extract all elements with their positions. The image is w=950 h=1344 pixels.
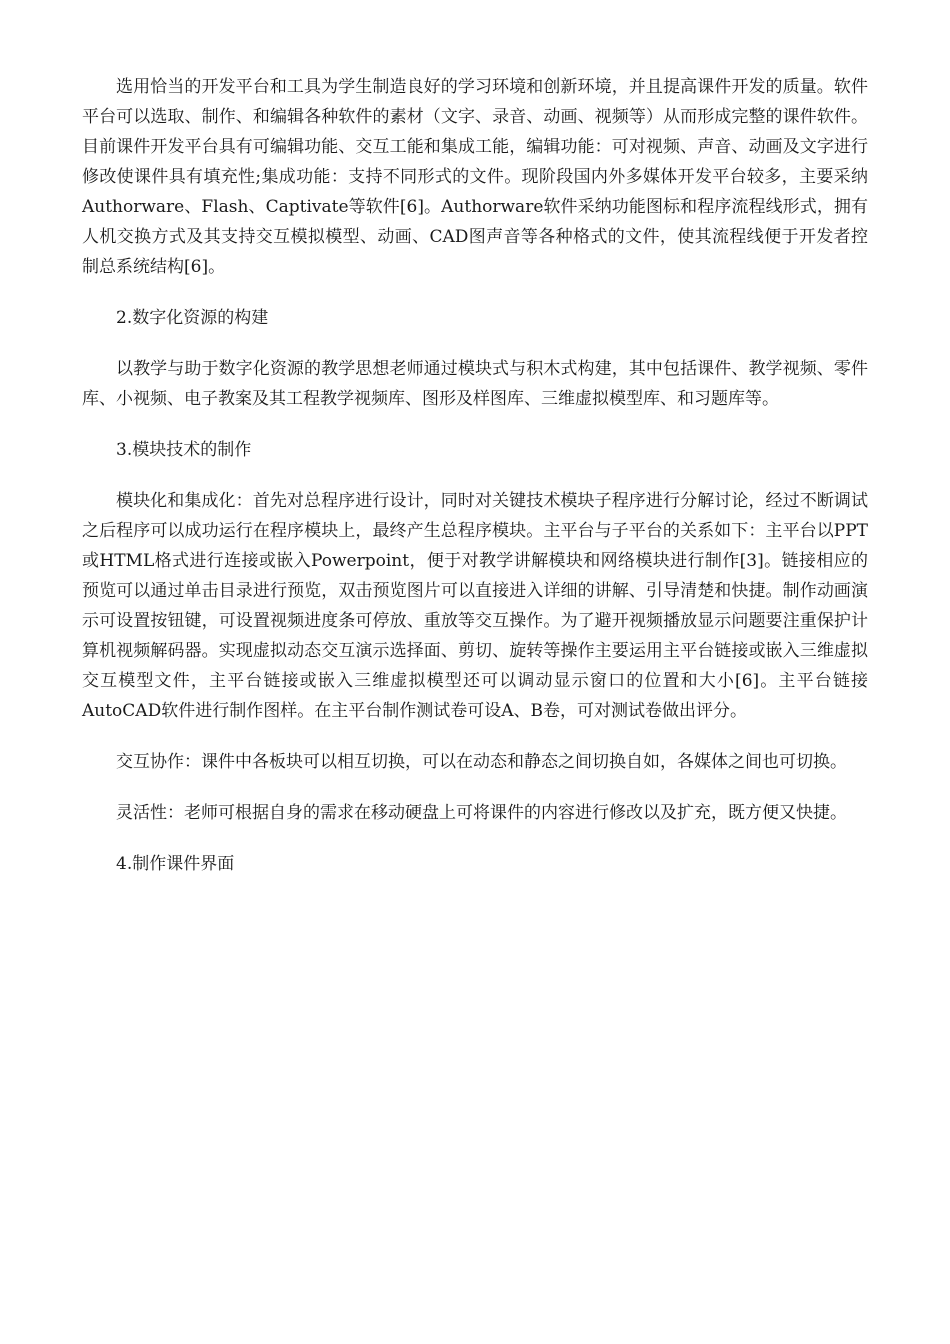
section-heading-courseware-interface: 4.制作课件界面 <box>116 854 235 874</box>
section-heading-digital-resources: 2.数字化资源的构建 <box>116 308 269 328</box>
document-page <box>82 72 868 900</box>
paragraph-flexibility: 灵活性：老师可根据自身的需求在移动硬盘上可将课件的内容进行修改以及扩充，既方便又快捷。 <box>116 803 847 823</box>
paragraph-modularization: 模块化和集成化：首先对总程序进行设计，同时对关键技术模块子程序进行分解讨论，经过不断调试之后程序可以成功运行在程序模块上，最终产生总程序模块。主平台与子平台的关系如下：主平台以PPT或HTML格式进行连接或嵌入Powerpoint，便于对教学讲解模块和网络模块进行制作[3]。链接相应的预览可以通过单击目录进行预览，双击预览图片可以直接进入详细的讲解、引导清楚和快捷。制作动画演示可设置按钮键，可设置视频进度条可停放、重放等交互操作。为了避开视频播放显示问题要注重保护计算机视频解码器。实现虚拟动态交互演示选择面、剪切、旋转等操作主要运用主平台链接或嵌入三维虚拟交互模型文件，主平台链接或嵌入三维虚拟模型还可以调动显示窗口的位置和大小[6]。主平台链接AutoCAD软件进行制作图样。在主平台制作测试卷可设A、B卷，可对测试卷做出评分。 <box>82 491 868 721</box>
paragraph-platform-tools: 选用恰当的开发平台和工具为学生制造良好的学习环境和创新环境，并且提高课件开发的质量。软件平台可以选取、制作、和编辑各种软件的素材（文字、录音、动画、视频等）从而形成完整的课件软件。目前课件开发平台具有可编辑功能、交互工能和集成工能，编辑功能：可对视频、声音、动画及文字进行修改使课件具有填充性;集成功能：支持不同形式的文件。现阶段国内外多媒体开发平台较多，主要采纳Authorware、Flash、Captivate等软件[6]。Authorware软件采纳功能图标和程序流程线形式，拥有人机交换方式及其支持交互模拟模型、动画、CAD图声音等各种格式的文件，使其流程线便于开发者控制总系统结构[6]。 <box>82 77 868 277</box>
section-heading-module-technology: 3.模块技术的制作 <box>116 440 252 460</box>
paragraph-interaction: 交互协作：课件中各板块可以相互切换，可以在动态和静态之间切换自如，各媒体之间也可切换。 <box>116 752 847 772</box>
paragraph-digital-resources: 以教学与助于数字化资源的教学思想老师通过模块式与积木式构建，其中包括课件、教学视频、零件库、小视频、电子教案及其工程教学视频库、图形及样图库、三维虚拟模型库、和习题库等。 <box>82 359 868 409</box>
